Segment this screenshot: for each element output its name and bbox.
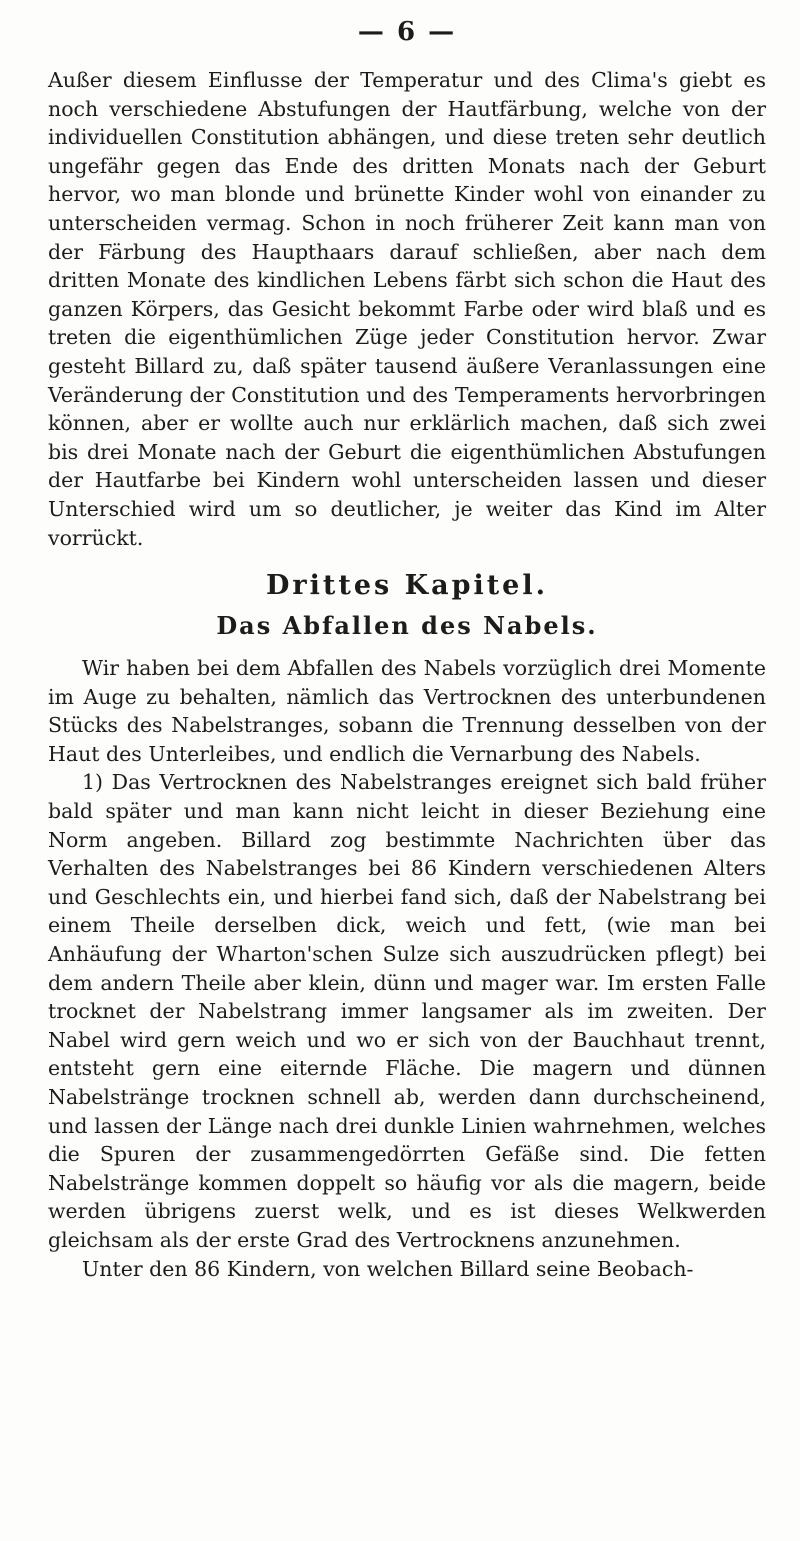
section-title: Das Abfallen des Nabels. — [216, 611, 598, 641]
chapter-heading: Drittes Kapitel. — [265, 570, 549, 602]
body-paragraph: Außer diesem Einflusse der Temperatur und des Clima's giebt es noch verschiedene Abstufungen der Hautfärbung, welche von der individuellen Constitution abhängen, und diese treten sehr deutlich ungefähr gegen das Ende des dritten Monats nach der Geburt hervor, wo man blonde und brünette Kinder wohl von einander zu unterscheiden vermag. Schon in noch früherer Zeit kann man von der Färbung des Haupthaars darauf schließen, aber nach dem dritten Monate des kindlichen Lebens färbt sich schon die Haut des ganzen Körpers, das Gesicht bekommt Farbe oder wird blaß und es treten die eigenthümlichen Züge jeder Constitution hervor. Zwar gesteht Billard zu, daß später tausend äußere Veranlassungen eine Veränderung der Constitution und des Temperaments hervorbringen können, aber er wollte auch nur erklärlich machen, daß sich zwei bis drei Monate nach der Geburt die eigenthümlichen Abstufungen der Hautfarbe bei Kindern wohl unterscheiden lassen und dieser Unterschied wird um so deutlicher, je weiter das Kind im Alter vorrückt. — [48, 68, 766, 550]
page-number: — 6 — — [357, 17, 457, 47]
body-paragraph: 1) Das Vertrocknen des Nabelstranges ereignet sich bald früher bald später und man kann nicht leicht in dieser Beziehung eine Norm angeben. Billard zog bestimmte Nachrichten über das Verhalten des Nabelstranges bei 86 Kindern verschiedenen Alters und Geschlechts ein, und hierbei fand sich, daß der Nabelstrang bei einem Theile derselben dick, weich und fett, (wie man bei Anhäufung der Wharton'schen Sulze sich auszudrücken pflegt) bei dem andern Theile aber klein, dünn und mager war. Im ersten Falle trocknet der Nabelstrang immer langsamer als im zweiten. Der Nabel wird gern weich und wo er sich von der Bauchhaut trennt, entsteht gern eine eiternde Fläche. Die magern und dünnen Nabelstränge trocknen schnell ab, werden dann durchscheinend, und lassen der Länge nach drei dunkle Linien wahrnehmen, welches die Spuren der zusammengedörrten Gefäße sind. Die fetten Nabelstränge kommen doppelt so häufig vor als die magern, beide werden übrigens zuerst welk, und es ist dieses Welkwerden gleichsam als der erste Grad des Vertrocknens anzunehmen. — [48, 770, 766, 1252]
body-paragraph: Unter den 86 Kindern, von welchen Billard seine Beobach- — [82, 1256, 694, 1281]
body-paragraph: Wir haben bei dem Abfallen des Nabels vorzüglich drei Momente im Auge zu behalten, nämlich das Vertrocknen des unterbundenen Stücks des Nabelstranges, sobann die Trennung desselben von der Haut des Unterleibes, und endlich die Vernarbung des Nabels. — [48, 656, 766, 766]
